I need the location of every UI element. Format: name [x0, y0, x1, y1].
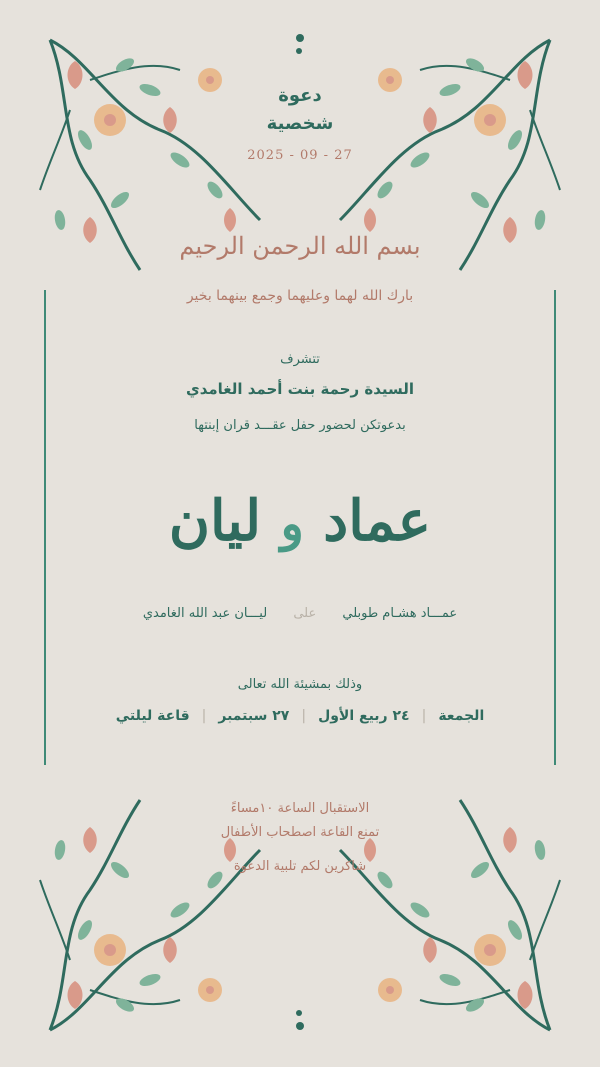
reception-time: الاستقبال الساعة ١٠مساءً [230, 801, 370, 816]
honored-text: تتشرف [280, 352, 320, 367]
event-venue: قاعة ليلتي [115, 708, 190, 724]
on-word: على [293, 606, 317, 621]
event-day: الجمعة [438, 708, 485, 724]
invitation-text: بدعوتكن لحضور حفل عقـــد قران إبنتها [194, 418, 406, 433]
header-date: 2025 - 09 - 27 [247, 148, 353, 163]
couple-names [0, 488, 600, 554]
title-line-2: شخصية [266, 113, 334, 134]
blessing-text: بارك الله لهما وعليهما وجمع بينهما بخير [186, 288, 414, 304]
dot-icon [296, 1022, 304, 1030]
event-hijri-date: ٢٤ ربيع الأول [318, 708, 410, 724]
and-ornament: و [280, 496, 304, 552]
groom-short-name: عماد [323, 488, 432, 554]
groom-full-name: عمـــاد هشـام طوبلي [342, 606, 458, 621]
no-children-note: تمنع القاعة اصطحاب الأطفال [220, 825, 380, 840]
title-line-1: دعوة [278, 85, 322, 106]
bismillah: بسم الله الرحمن الرحيم [179, 232, 421, 260]
event-details: الجمعة|٢٤ ربيع الأول|٢٧ سبتمبر|قاعة ليلتي [115, 708, 485, 724]
event-gregorian-date: ٢٧ سبتمبر [218, 708, 290, 724]
bride-full-name: ليـــان عبد الله الغامدي [142, 606, 268, 621]
bride-short-name: ليان [168, 488, 262, 554]
god-willing-text: وذلك بمشيئة الله تعالى [237, 677, 363, 692]
dot-icon [296, 48, 302, 54]
thanks-note: شاكرين لكم تلبية الدعوة [233, 859, 367, 874]
dot-icon [296, 1010, 302, 1016]
host-name: السيدة رحمة بنت أحمد الغامدي [185, 380, 415, 398]
dot-icon [296, 34, 304, 42]
couple-full-names [0, 606, 600, 621]
